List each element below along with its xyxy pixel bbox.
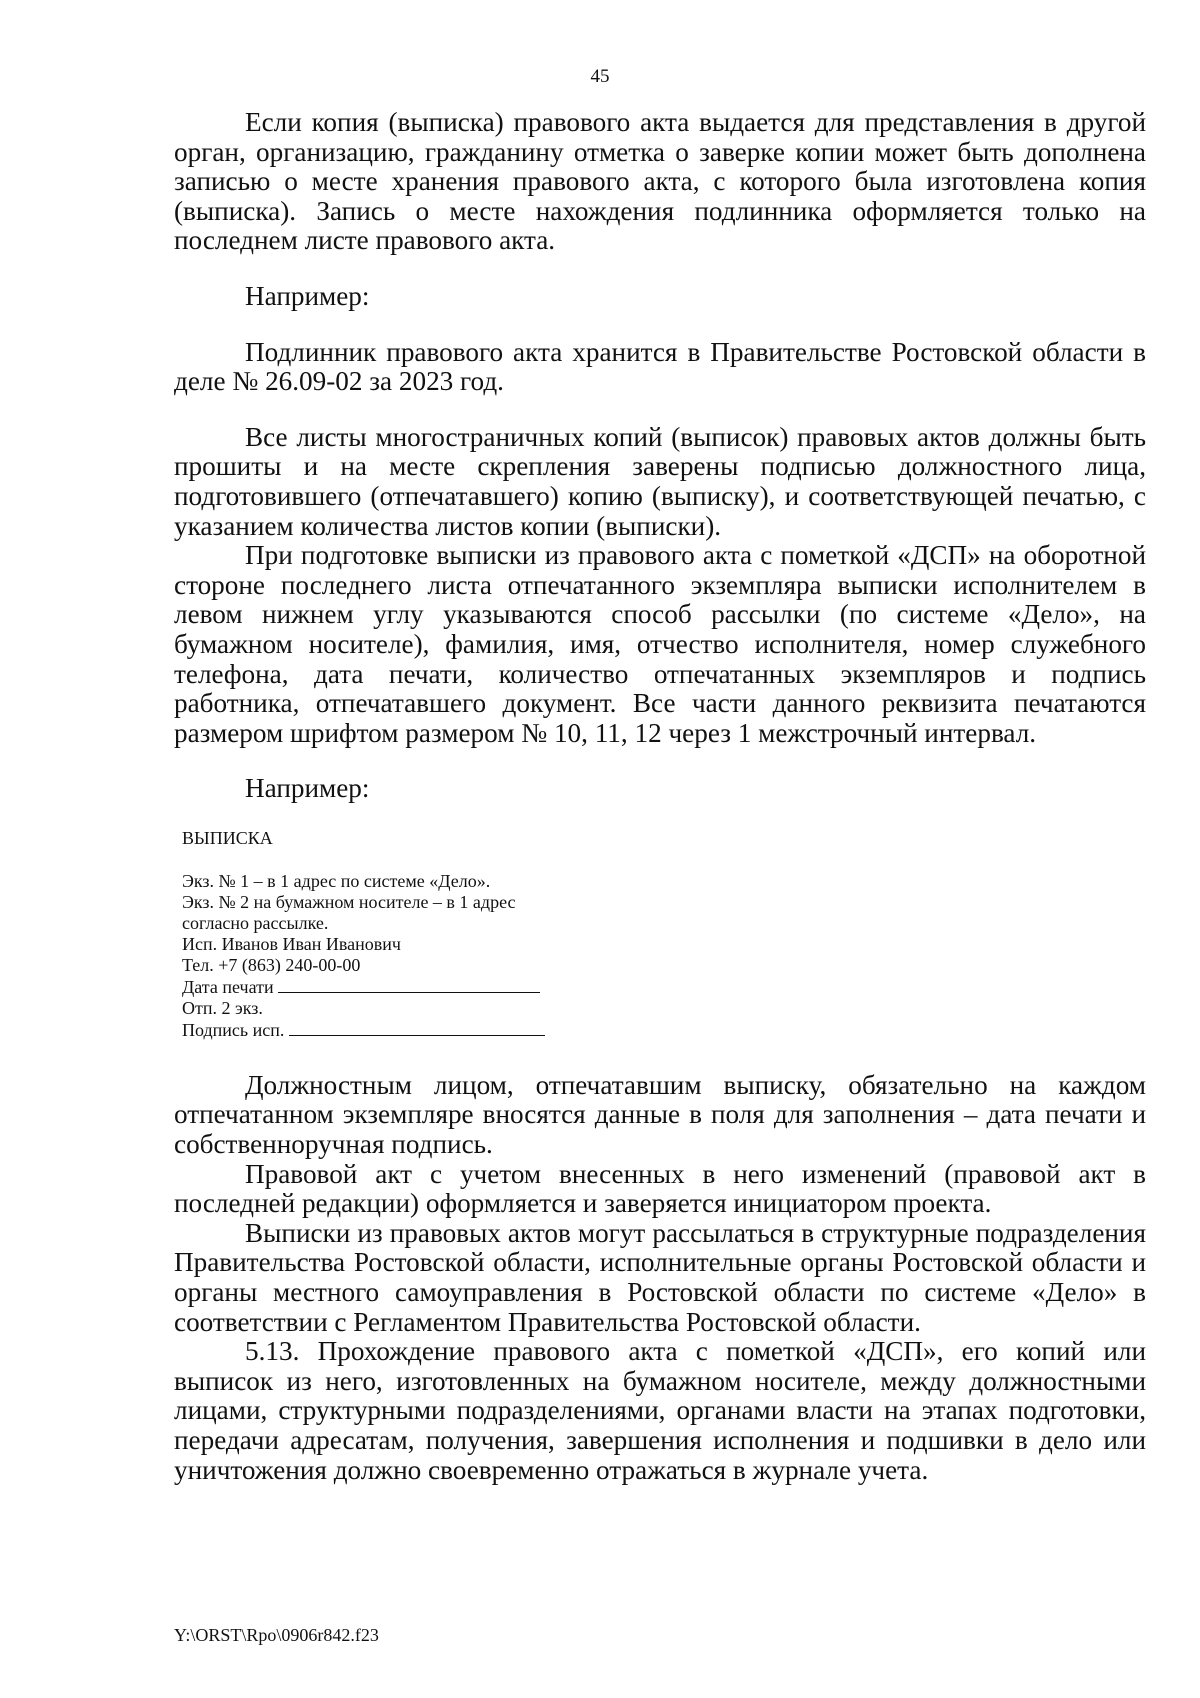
extract-sample-block — [182, 828, 582, 1041]
sample-line: Исп. Иванов Иван Иванович — [182, 933, 401, 954]
page-number: 45 — [590, 66, 610, 87]
paragraph-copy-certification: Если копия (выписка) правового акта выдается для представления в другой орган, организацию, гражданину отметка о заверке копии может быть дополнена записью о месте хранения правового акта, с которого была изготовлена копия (выписка). Запись о месте нахождения подлинника оформляется только на последнем листе правового акта. — [174, 107, 1146, 256]
signature-label: Подпись исп. — [182, 1019, 285, 1040]
paragraph-latest-edition: Правовой акт с учетом внесенных в него изменений (правовой акт в последней редакции) оформляется и заверяется инициатором проекта. — [174, 1158, 1146, 1219]
paragraph-section-5-13: 5.13. Прохождение правового акта с пометкой «ДСП», его копий или выписок из него, изготовленных на бумажном носителе, между должностными лицами, структурными подразделениями, органами власти на этапах подготовки, передачи адресатам, получения, завершения исполнения и подшивки в дело или уничтожения должно своевременно отражаться в журнале учета. — [174, 1336, 1146, 1485]
signature-field — [182, 1019, 582, 1041]
sample-title: ВЫПИСКА — [182, 827, 273, 848]
sample-line: согласно рассылке. — [182, 912, 329, 933]
paragraph-official-fills-fields: Должностным лицом, отпечатавшим выписку, обязательно на каждом отпечатанном экземпляре вносятся данные в поля для заполнения – дата печати и собственноручная подпись. — [174, 1069, 1146, 1160]
example-label: Например: — [245, 280, 370, 311]
paragraph-extract-distribution: Выписки из правовых актов могут рассылаться в структурные подразделения Правительства Ростовской области, исполнительные органы Ростовской области и органы местного самоуправления в Ростовской области по системе «Дело» в соответствии с Регламентом Правительства Ростовской области. — [174, 1217, 1146, 1337]
sample-line: Экз. № 2 на бумажном носителе – в 1 адрес — [182, 891, 516, 912]
file-path-footer: Y:\ORST\Rpo\0906r842.f23 — [174, 1625, 379, 1645]
paragraph-original-storage: Подлинник правового акта хранится в Правительстве Ростовской области в деле № 26.09-02 за 2023 год. — [174, 336, 1146, 397]
paragraph-multipage-copies: Все листы многостраничных копий (выписок) правовых актов должны быть прошиты и на месте скрепления заверены подписью должностного лица, подготовившего (отпечатавшего) копию (выписку), и соответствующей печатью, с указанием количества листов копии (выписки). — [174, 421, 1146, 541]
signature-blank — [289, 1019, 545, 1036]
print-date-field — [182, 976, 582, 998]
example-label: Например: — [245, 773, 370, 804]
paragraph-dsp-extract: При подготовке выписки из правового акта с пометкой «ДСП» на оборотной стороне последнего листа отпечатанного экземпляра выписки исполнителем в левом нижнем углу указываются способ рассылки (по системе «Дело», на бумажном носителе), фамилия, имя, отчество исполнителя, номер служебного телефона, дата печати, количество отпечатанных экземпляров и подпись работника, отпечатавшего документ. Все части данного реквизита печатаются размером шрифтом размером № 10, 11, 12 через 1 межстрочный интервал. — [174, 540, 1146, 748]
print-date-blank — [278, 976, 540, 993]
sample-line: Тел. +7 (863) 240-00-00 — [182, 954, 361, 975]
document-body — [174, 108, 1146, 1485]
sample-line: Отп. 2 экз. — [182, 997, 263, 1018]
sample-line: Экз. № 1 – в 1 адрес по системе «Дело». — [182, 870, 491, 891]
print-date-label: Дата печати — [182, 976, 274, 997]
